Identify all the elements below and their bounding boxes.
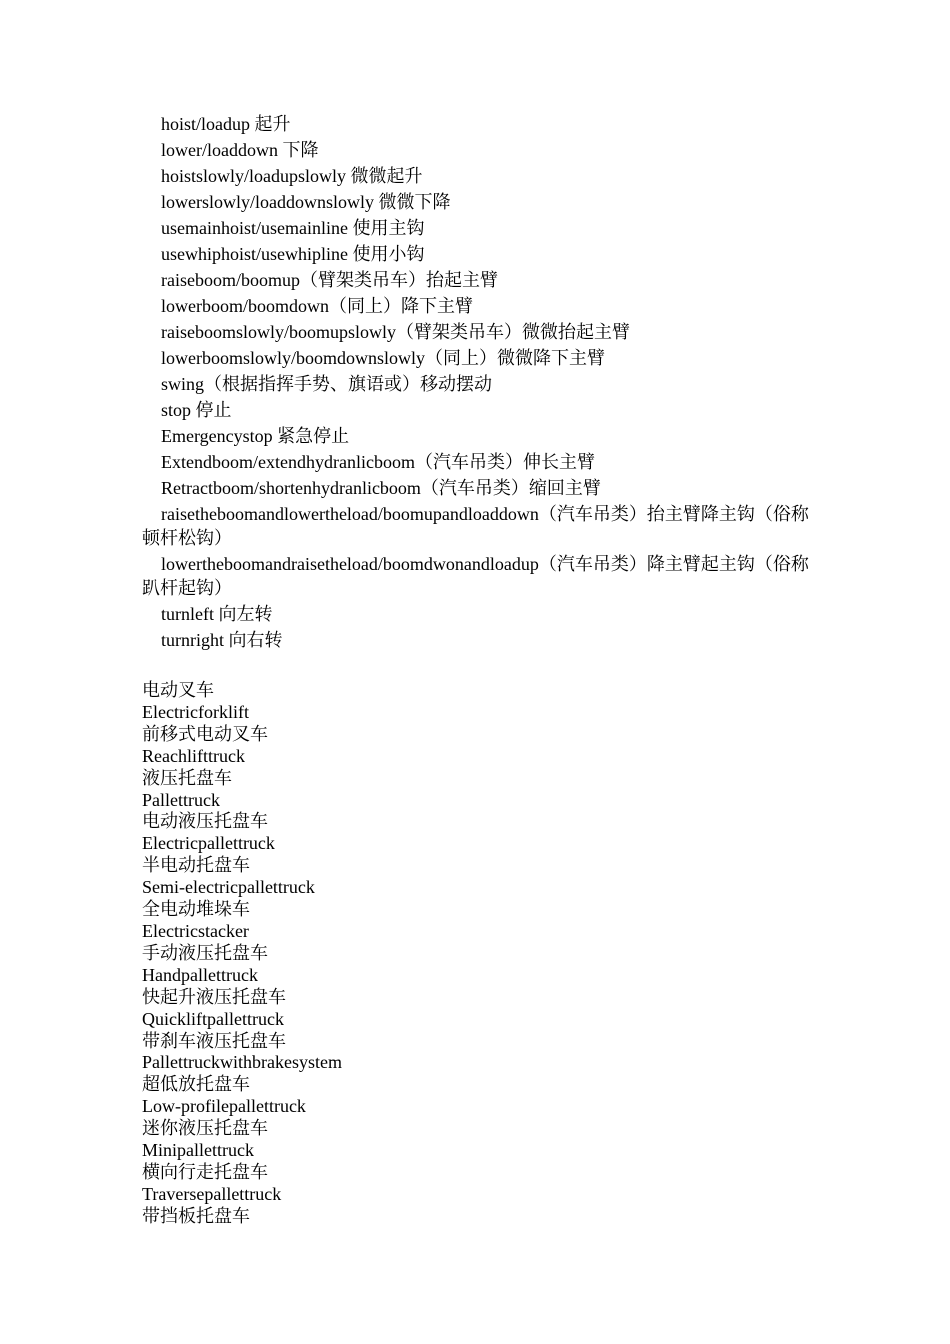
command-line: lowerslowly/loaddownslowly 微微下降	[161, 192, 451, 212]
command-line: raisetheboomandlowertheload/boomupandloaddown（汽车吊类）抬主臂降主钩（俗称顿杆松钩）	[142, 504, 809, 548]
forklift-term-list	[142, 680, 342, 1228]
term-line: 迷你液压托盘车	[142, 1118, 268, 1139]
command-line: raiseboom/boomup（臂架类吊车）抬起主臂	[161, 270, 498, 290]
term-line: Traversepallettruck	[142, 1183, 282, 1204]
term-line: 手动液压托盘车	[142, 942, 268, 963]
term-line: 电动液压托盘车	[142, 811, 268, 832]
term-line: 前移式电动叉车	[142, 723, 268, 744]
command-line: raiseboomslowly/boomupslowly（臂架类吊车）微微抬起主臂	[161, 322, 630, 342]
term-line: Handpallettruck	[142, 964, 258, 985]
command-line: swing（根据指挥手势、旗语或）移动摆动	[161, 374, 493, 394]
term-line: Quickliftpallettruck	[142, 1008, 284, 1029]
command-line: hoistslowly/loadupslowly 微微起升	[161, 166, 423, 186]
term-line: Reachlifttruck	[142, 745, 245, 766]
command-line: Retractboom/shortenhydranlicboom（汽车吊类）缩回主臂	[161, 478, 601, 498]
term-line: 横向行走托盘车	[142, 1161, 268, 1182]
term-line: Electricstacker	[142, 920, 249, 941]
term-line: 电动叉车	[142, 680, 214, 700]
command-line: usewhiphoist/usewhipline 使用小钩	[161, 244, 425, 264]
command-line: lower/loaddown 下降	[161, 140, 319, 160]
command-line: lowertheboomandraisetheload/boomdwonandloadup（汽车吊类）降主臂起主钩（俗称趴杆起钩）	[142, 554, 809, 598]
command-line: usemainhoist/usemainline 使用主钩	[161, 218, 425, 238]
term-line: 带挡板托盘车	[142, 1205, 250, 1226]
command-line: lowerboom/boomdown（同上）降下主臂	[161, 296, 473, 316]
term-line: Pallettruckwithbrakesystem	[142, 1052, 342, 1073]
term-line: Semi-electricpallettruck	[142, 877, 315, 898]
command-line: turnleft 向左转	[161, 604, 273, 624]
term-line: Low-profilepallettruck	[142, 1096, 306, 1117]
term-line: 超低放托盘车	[142, 1074, 250, 1095]
crane-command-list	[142, 112, 822, 654]
term-line: 全电动堆垛车	[142, 899, 250, 920]
command-line: stop 停止	[161, 400, 232, 420]
command-line: Extendboom/extendhydranlicboom（汽车吊类）伸长主臂	[161, 452, 595, 472]
command-line: turnright 向右转	[161, 630, 283, 650]
term-line: 液压托盘车	[142, 767, 232, 788]
term-line: Electricpallettruck	[142, 833, 275, 854]
term-line: Minipallettruck	[142, 1140, 254, 1161]
term-line: 带刹车液压托盘车	[142, 1030, 286, 1051]
command-line: hoist/loadup 起升	[161, 114, 291, 134]
term-line: Electricforklift	[142, 701, 249, 722]
term-line: 半电动托盘车	[142, 855, 250, 876]
command-line: Emergencystop 紧急停止	[161, 426, 350, 446]
term-line: Pallettruck	[142, 789, 220, 810]
command-line: lowerboomslowly/boomdownslowly（同上）微微降下主臂	[161, 348, 605, 368]
term-line: 快起升液压托盘车	[142, 986, 286, 1007]
